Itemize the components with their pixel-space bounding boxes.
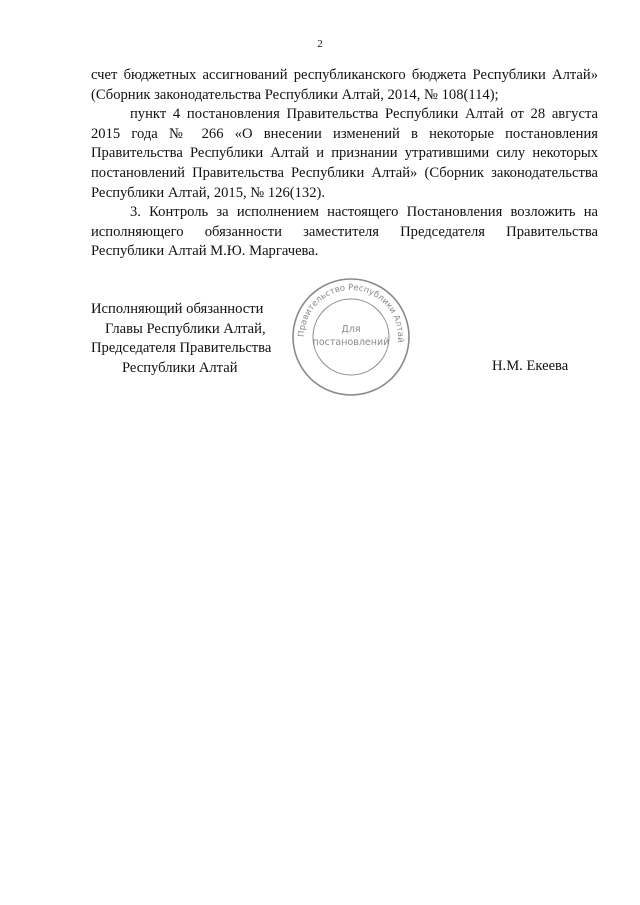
paragraph-continuation: счет бюджетных ассигнований республиканского бюджета Республики Алтай» (Сборник законодательства Республики Алтай, 2014, № 108(114); bbox=[91, 67, 598, 103]
stamp-center-line-1: Для bbox=[341, 324, 361, 335]
signatory-title bbox=[91, 300, 291, 378]
signatory-title-line: Главы Республики Алтай, bbox=[105, 320, 266, 337]
signatory-title-line: Республики Алтай bbox=[122, 359, 238, 376]
page-number: 2 bbox=[317, 38, 323, 50]
paragraph-clause-3: 3. Контроль за исполнением настоящего Постановления возложить на исполняющего обязанности заместителя Председателя Правительства Республики Алтай М.Ю. Маргачева. bbox=[91, 204, 598, 260]
official-stamp bbox=[286, 275, 416, 399]
stamp-center-line-2: постановлений bbox=[312, 337, 390, 348]
document-body bbox=[91, 66, 598, 262]
stamp-ring-text: Правительство Республики Алтай bbox=[296, 282, 406, 343]
signatory-title-line: Председателя Правительства bbox=[91, 340, 272, 357]
signatory-title-line: Исполняющий обязанности bbox=[91, 301, 264, 317]
signatory-name: Н.М. Екеева bbox=[492, 357, 569, 374]
paragraph-item-4: пункт 4 постановления Правительства Республики Алтай от 28 августа 2015 года № 266 «О внесении изменений в некоторые постановления Правительства Республики Алтай и признании утратившими силу некоторых постановлений Правительства Республики Алтай» (Сборник законодательства Республики Алтай, 2015, № 126(132). bbox=[91, 106, 598, 201]
